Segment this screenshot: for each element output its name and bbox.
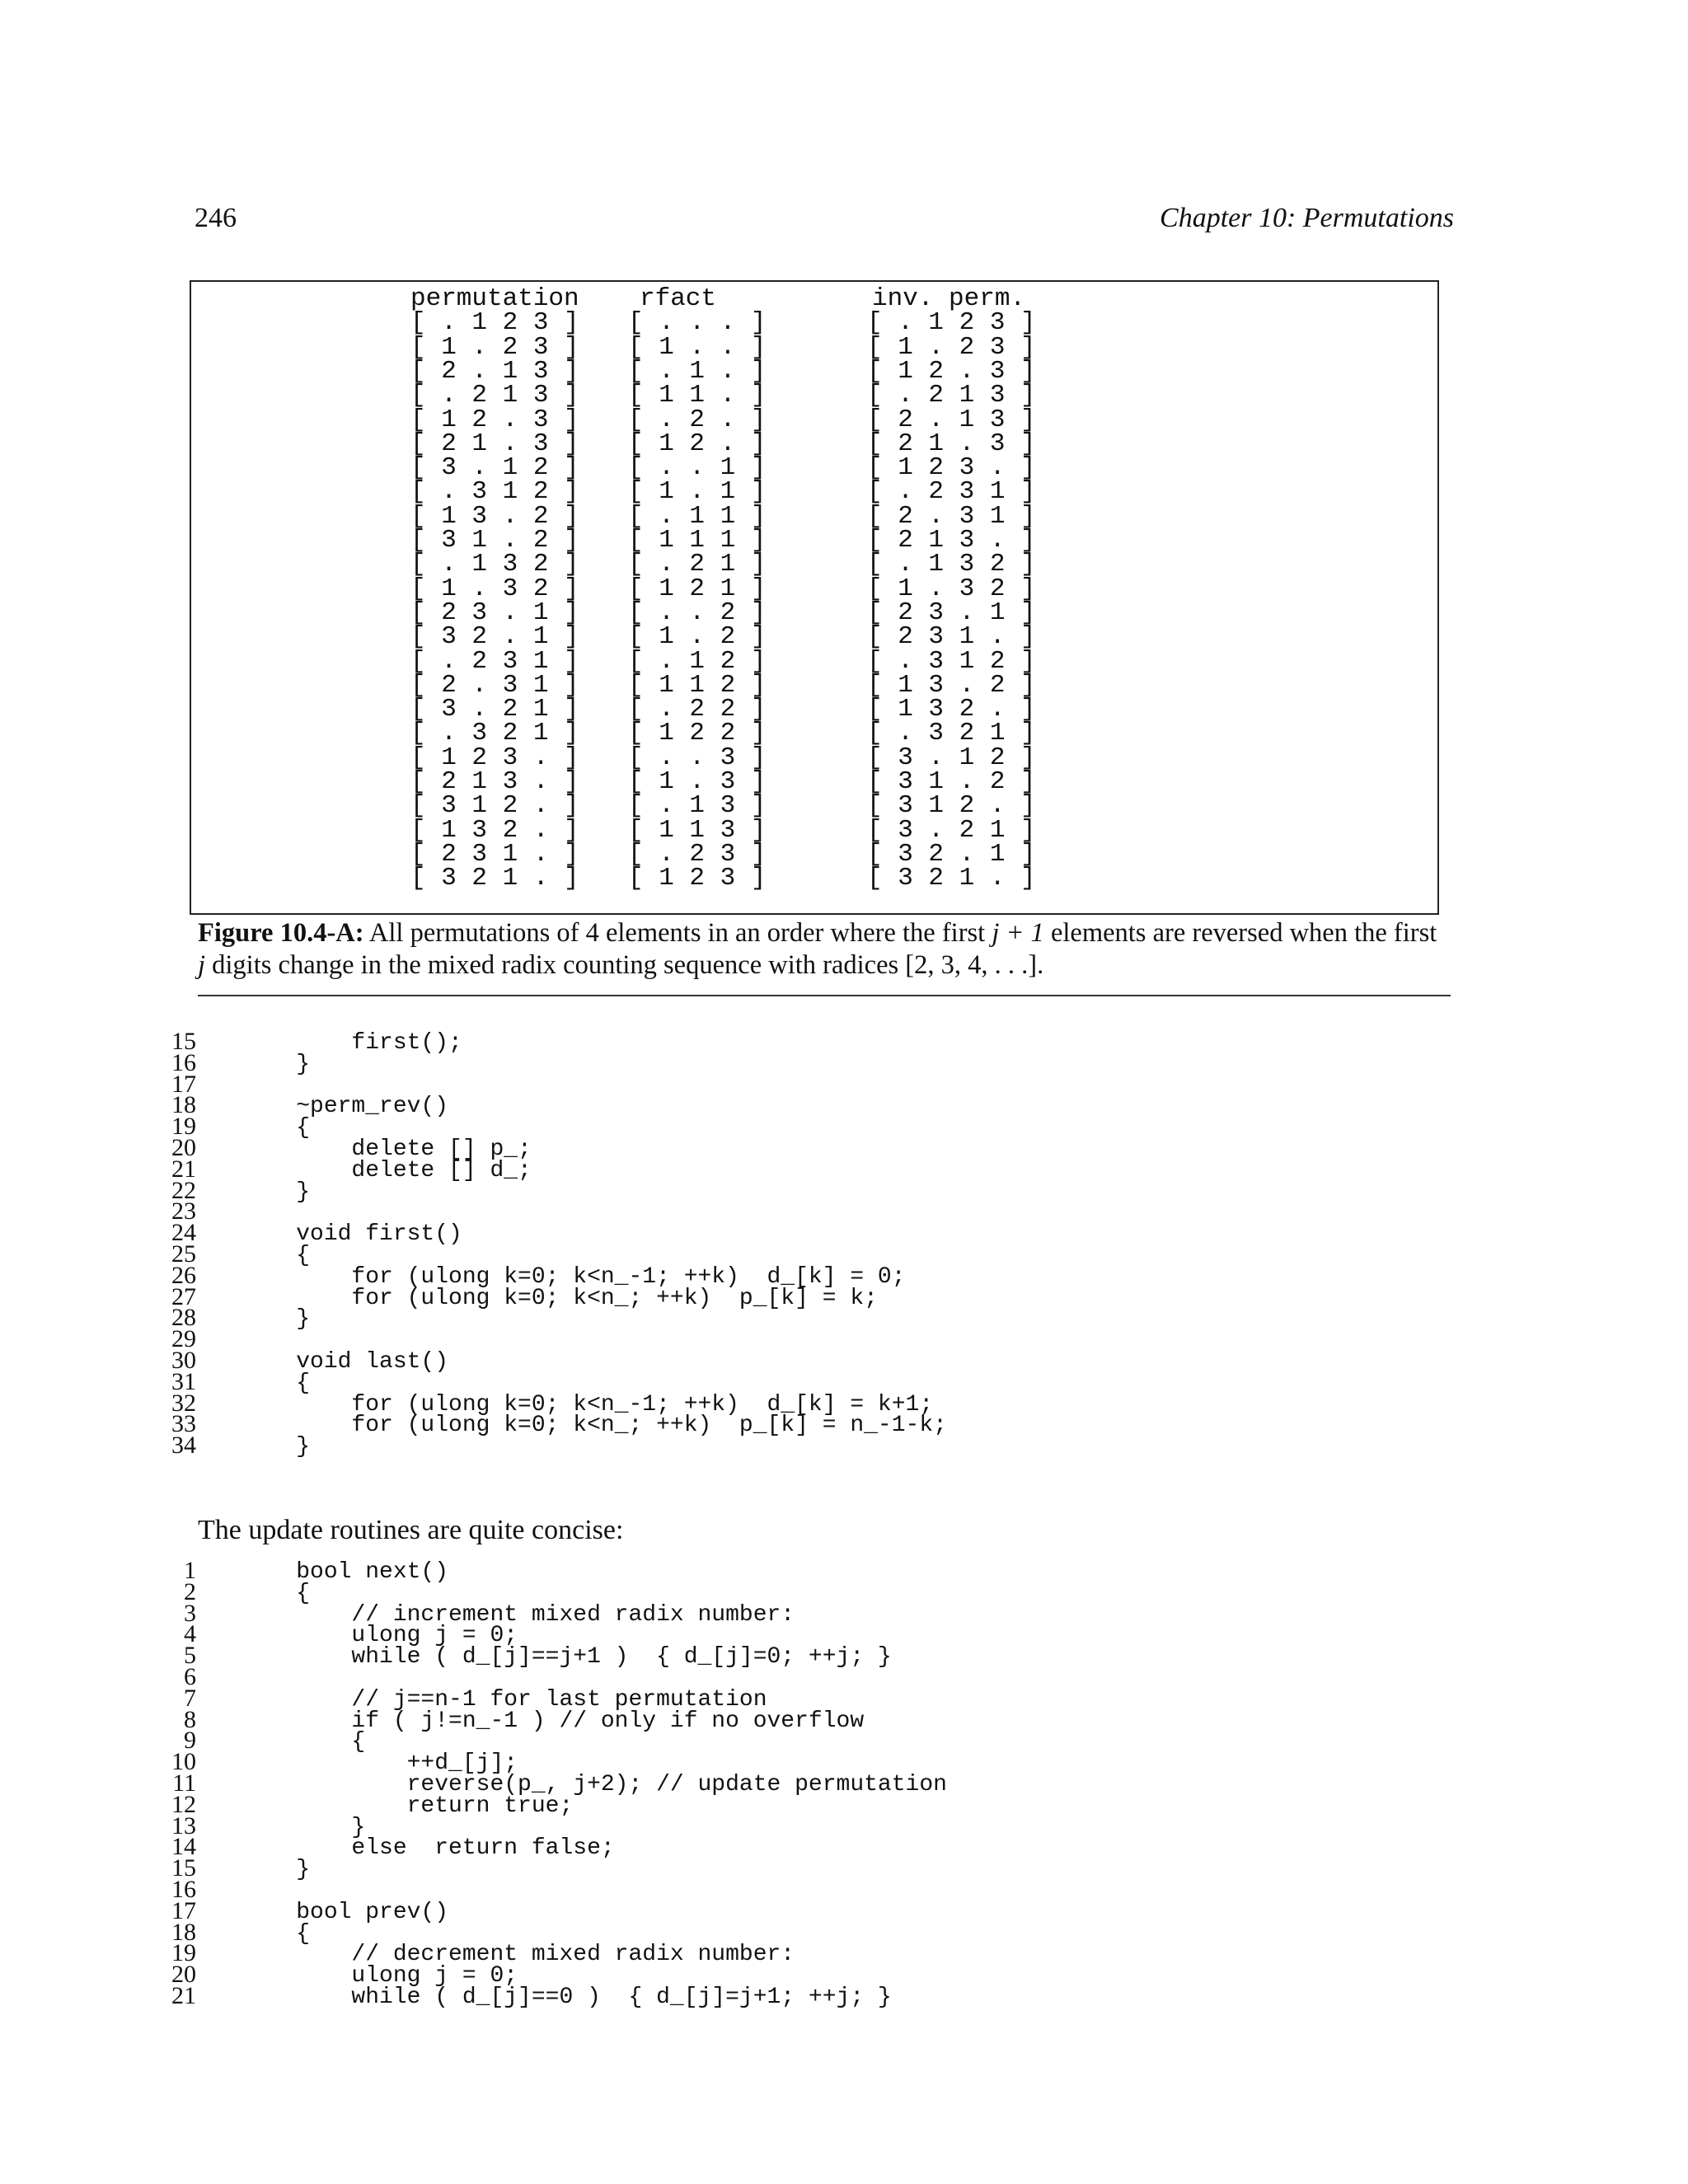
code-line: // decrement mixed radix number: xyxy=(241,1942,795,1968)
line-number: 3 xyxy=(184,1599,196,1627)
line-number: 12 xyxy=(171,1790,196,1818)
code-line: { xyxy=(241,1580,311,1606)
inverse-cell: [ . 3 1 2 ] xyxy=(867,646,1036,676)
code-line: ~perm_rev() xyxy=(241,1094,449,1120)
line-number: 8 xyxy=(184,1705,196,1733)
rfact-cell: [ . 2 1 ] xyxy=(628,550,767,579)
code-line: for (ulong k=0; k<n_-1; ++k) d_[k] = 0; xyxy=(241,1263,906,1290)
permutation-cell: [ . 3 1 2 ] xyxy=(410,477,579,507)
inverse-cell: [ 1 3 . 2 ] xyxy=(867,670,1036,700)
rfact-cell: [ . 1 2 ] xyxy=(628,646,767,676)
permutation-cell: [ 3 2 1 . ] xyxy=(410,864,579,893)
code-line: ulong j = 0; xyxy=(241,1623,518,1649)
code-line: bool next() xyxy=(241,1559,449,1585)
rfact-cell: [ . 1 3 ] xyxy=(628,791,767,821)
rfact-cell: [ 1 . 2 ] xyxy=(628,622,767,652)
line-number: 20 xyxy=(171,1961,196,1989)
inverse-cell: [ 2 3 . 1 ] xyxy=(867,598,1036,627)
rfact-cell: [ . 2 . ] xyxy=(628,405,767,434)
line-number: 22 xyxy=(171,1176,196,1204)
code-line: while ( d_[j]==0 ) { d_[j]=j+1; ++j; } xyxy=(241,1985,892,2010)
line-number: 4 xyxy=(184,1620,196,1648)
inverse-cell: [ 3 . 1 2 ] xyxy=(867,743,1036,772)
rfact-cell: [ . 1 1 ] xyxy=(628,501,767,531)
line-number: 31 xyxy=(171,1367,196,1395)
inverse-cell: [ 1 3 2 . ] xyxy=(867,695,1036,724)
line-number: 19 xyxy=(171,1939,196,1967)
line-number: 18 xyxy=(171,1091,196,1119)
permutation-cell: [ . 1 2 3 ] xyxy=(410,308,579,338)
code-line: // j==n-1 for last permutation xyxy=(241,1686,767,1713)
rfact-cell: [ 1 2 . ] xyxy=(628,429,767,458)
caption-rule xyxy=(198,995,1451,996)
figure-caption xyxy=(198,917,1451,982)
inverse-cell: [ 1 2 . 3 ] xyxy=(867,356,1036,386)
caption-text-2: elements are reversed when the first xyxy=(1043,918,1437,948)
rfact-cell: [ . . 1 ] xyxy=(628,453,767,483)
line-number: 5 xyxy=(184,1642,196,1670)
permutation-cell: [ 2 . 1 3 ] xyxy=(410,356,579,386)
line-number: 19 xyxy=(171,1113,196,1141)
rfact-cell: [ 1 2 3 ] xyxy=(628,864,767,893)
inverse-cell: [ 2 . 1 3 ] xyxy=(867,405,1036,434)
inverse-cell: [ 2 3 1 . ] xyxy=(867,622,1036,652)
code-line: { xyxy=(241,1920,311,1947)
inverse-cell: [ 1 . 3 2 ] xyxy=(867,574,1036,603)
inverse-cell: [ 3 2 . 1 ] xyxy=(867,839,1036,869)
header-permutation: permutation xyxy=(410,284,579,313)
code-line: first(); xyxy=(241,1030,462,1056)
line-number: 15 xyxy=(171,1854,196,1882)
permutation-cell: [ 3 . 1 2 ] xyxy=(410,453,579,483)
rfact-cell: [ . 1 . ] xyxy=(628,356,767,386)
line-number: 2 xyxy=(184,1577,196,1605)
rfact-cell: [ . . . ] xyxy=(628,308,767,338)
permutation-cell: [ . 2 1 3 ] xyxy=(410,381,579,410)
code-line: else return false; xyxy=(241,1835,615,1862)
caption-label: Figure 10.4-A: xyxy=(198,918,364,948)
line-number: 23 xyxy=(171,1197,196,1226)
line-number: 27 xyxy=(171,1282,196,1310)
inverse-cell: [ . 3 2 1 ] xyxy=(867,719,1036,748)
code-line: { xyxy=(241,1370,311,1396)
line-number: 10 xyxy=(171,1748,196,1776)
inverse-cell: [ . 1 2 3 ] xyxy=(867,308,1036,338)
line-number: 18 xyxy=(171,1918,196,1946)
permutation-cell: [ . 1 3 2 ] xyxy=(410,550,579,579)
code-line: delete [] d_; xyxy=(241,1157,532,1183)
body-text: The update routines are quite concise: xyxy=(198,1515,624,1545)
rfact-cell: [ 1 1 1 ] xyxy=(628,526,767,555)
code-line: } xyxy=(241,1306,311,1333)
code-line: } xyxy=(241,1051,311,1077)
permutation-cell: [ 3 1 2 . ] xyxy=(410,791,579,821)
figure-box xyxy=(190,280,1439,915)
inverse-cell: [ 3 . 2 1 ] xyxy=(867,815,1036,845)
permutation-cell: [ 3 . 2 1 ] xyxy=(410,695,579,724)
line-number: 15 xyxy=(171,1028,196,1055)
inverse-cell: [ 1 2 3 . ] xyxy=(867,453,1036,483)
code-line: for (ulong k=0; k<n_; ++k) p_[k] = k; xyxy=(241,1285,878,1311)
header-rfact: rfact xyxy=(640,284,717,313)
line-number: 9 xyxy=(184,1727,196,1755)
permutation-cell: [ 2 1 . 3 ] xyxy=(410,429,579,458)
line-number: 7 xyxy=(184,1684,196,1712)
permutation-cell: [ 1 3 . 2 ] xyxy=(410,501,579,531)
inverse-cell: [ 2 . 3 1 ] xyxy=(867,501,1036,531)
rfact-cell: [ . 2 3 ] xyxy=(628,839,767,869)
permutation-cell: [ . 3 2 1 ] xyxy=(410,719,579,748)
permutation-cell: [ 3 1 . 2 ] xyxy=(410,526,579,555)
line-number: 1 xyxy=(184,1557,196,1584)
permutation-cell: [ 2 1 3 . ] xyxy=(410,767,579,796)
inverse-cell: [ . 1 3 2 ] xyxy=(867,550,1036,579)
line-number: 30 xyxy=(171,1347,196,1374)
code-line: } xyxy=(241,1814,366,1840)
line-number: 32 xyxy=(171,1389,196,1417)
permutation-cell: [ . 2 3 1 ] xyxy=(410,646,579,676)
code-line: { xyxy=(241,1729,366,1755)
rfact-cell: [ . 2 2 ] xyxy=(628,695,767,724)
code-line: return true; xyxy=(241,1793,574,1819)
line-number: 28 xyxy=(171,1304,196,1332)
line-number: 14 xyxy=(171,1833,196,1861)
inverse-cell: [ 3 1 . 2 ] xyxy=(867,767,1036,796)
line-number: 26 xyxy=(171,1261,196,1289)
inverse-cell: [ 2 1 . 3 ] xyxy=(867,429,1036,458)
code-line: // increment mixed radix number: xyxy=(241,1601,795,1628)
line-number: 20 xyxy=(171,1134,196,1161)
code-line: void last() xyxy=(241,1349,449,1375)
rfact-cell: [ 1 . 1 ] xyxy=(628,477,767,507)
line-number: 34 xyxy=(171,1432,196,1460)
caption-math-1: j + 1 xyxy=(992,918,1044,948)
code-line: delete [] p_; xyxy=(241,1137,532,1162)
code-line: bool prev() xyxy=(241,1899,449,1925)
inverse-cell: [ . 2 1 3 ] xyxy=(867,381,1036,410)
line-number: 24 xyxy=(171,1219,196,1247)
permutation-cell: [ 1 2 3 . ] xyxy=(410,743,579,772)
rfact-cell: [ 1 2 2 ] xyxy=(628,719,767,748)
rfact-cell: [ 1 1 . ] xyxy=(628,381,767,410)
code-line: for (ulong k=0; k<n_-1; ++k) d_[k] = k+1; xyxy=(241,1391,934,1418)
inverse-cell: [ 3 2 1 . ] xyxy=(867,864,1036,893)
page-number: 246 xyxy=(195,203,237,233)
rfact-cell: [ 1 2 1 ] xyxy=(628,574,767,603)
inverse-cell: [ 2 1 3 . ] xyxy=(867,526,1036,555)
line-number: 13 xyxy=(171,1811,196,1840)
caption-math-2: j xyxy=(198,950,206,980)
inverse-cell: [ 1 . 2 3 ] xyxy=(867,332,1036,362)
code-line: void first() xyxy=(241,1221,462,1248)
code-line: { xyxy=(241,1115,311,1141)
line-number: 33 xyxy=(171,1410,196,1438)
code-line: for (ulong k=0; k<n_; ++k) p_[k] = n_-1-k; xyxy=(241,1413,947,1439)
inverse-cell: [ . 2 3 1 ] xyxy=(867,477,1036,507)
permutation-cell: [ 2 3 . 1 ] xyxy=(410,598,579,627)
line-number: 21 xyxy=(171,1982,196,2009)
line-number: 16 xyxy=(171,1048,196,1076)
code-line: } xyxy=(241,1434,311,1460)
permutation-cell: [ 3 2 . 1 ] xyxy=(410,622,579,652)
permutation-cell: [ 1 . 2 3 ] xyxy=(410,332,579,362)
permutation-cell: [ 1 3 2 . ] xyxy=(410,815,579,845)
code-line: { xyxy=(241,1243,311,1268)
caption-text-3: digits change in the mixed radix counting sequence with radices [2, 3, 4, . . .]. xyxy=(205,950,1044,980)
line-number: 25 xyxy=(171,1240,196,1268)
rfact-cell: [ 1 . . ] xyxy=(628,332,767,362)
code-line: if ( j!=n_-1 ) // only if no overflow xyxy=(241,1708,865,1734)
line-number: 21 xyxy=(171,1155,196,1183)
code-line: while ( d_[j]==j+1 ) { d_[j]=0; ++j; } xyxy=(241,1644,892,1671)
line-number: 6 xyxy=(184,1663,196,1690)
line-number: 29 xyxy=(171,1325,196,1353)
permutation-cell: [ 1 . 3 2 ] xyxy=(410,574,579,603)
rfact-cell: [ . . 3 ] xyxy=(628,743,767,772)
rfact-cell: [ 1 1 3 ] xyxy=(628,815,767,845)
code-line: reverse(p_, j+2); // update permutation xyxy=(241,1772,947,1797)
rfact-cell: [ . . 2 ] xyxy=(628,598,767,627)
inverse-cell: [ 3 1 2 . ] xyxy=(867,791,1036,821)
permutation-cell: [ 2 . 3 1 ] xyxy=(410,670,579,700)
caption-text-1: All permutations of 4 elements in an order where the first xyxy=(363,918,992,948)
line-number: 11 xyxy=(172,1769,196,1797)
running-head: Chapter 10: Permutations xyxy=(1160,203,1454,233)
line-number: 17 xyxy=(171,1070,196,1098)
line-number: 16 xyxy=(171,1876,196,1903)
permutation-cell: [ 1 2 . 3 ] xyxy=(410,405,579,434)
code-line: ++d_[j]; xyxy=(241,1750,518,1777)
permutation-cell: [ 2 3 1 . ] xyxy=(410,839,579,869)
rfact-cell: [ 1 1 2 ] xyxy=(628,670,767,700)
line-number: 17 xyxy=(171,1896,196,1924)
code-line: ulong j = 0; xyxy=(241,1963,518,1990)
header-inverse: inv. perm. xyxy=(872,284,1026,313)
code-line: } xyxy=(241,1179,311,1205)
code-line: } xyxy=(241,1857,311,1883)
rfact-cell: [ 1 . 3 ] xyxy=(628,767,767,796)
